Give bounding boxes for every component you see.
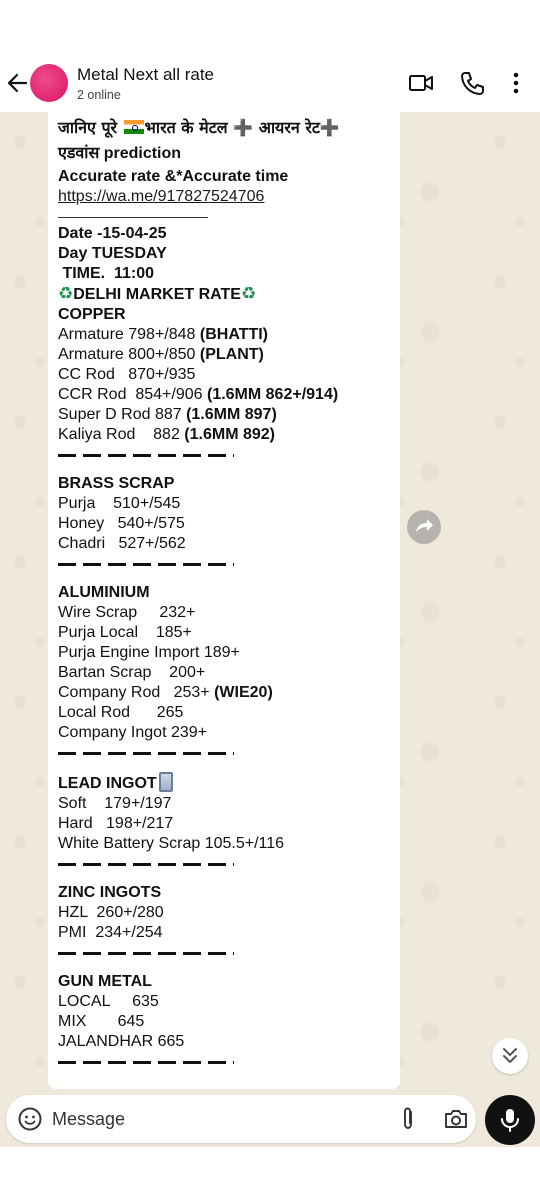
list-item <box>58 365 390 385</box>
back-arrow-icon[interactable] <box>6 71 28 95</box>
more-options-icon[interactable] <box>503 70 529 96</box>
double-chevron-down-icon <box>492 1038 528 1074</box>
list-item: HZL 260+/280 <box>58 904 164 921</box>
headline-part-2: भारत के मेटल ➕ आयरन रेट➕ <box>144 118 340 137</box>
online-status: 2 online <box>77 88 121 102</box>
battery-icon <box>159 772 173 792</box>
list-item: MIX 645 <box>58 1013 145 1030</box>
message-bubble[interactable] <box>48 112 400 1089</box>
dash-divider <box>58 1053 234 1073</box>
scroll-down-button[interactable] <box>492 1038 528 1074</box>
rate-note: (1.6MM 862+/914) <box>206 386 339 403</box>
rate-note: (WIE20) <box>214 684 273 701</box>
voice-call-icon[interactable] <box>459 70 485 96</box>
time-line: TIME. 11:00 <box>58 265 155 282</box>
camera-icon[interactable] <box>443 1107 469 1131</box>
list-item: Soft 179+/197 <box>58 795 172 812</box>
list-item <box>58 345 390 365</box>
rate-text: Company Ingot 239+ <box>58 724 207 741</box>
divider <box>58 217 208 218</box>
accuracy-line: Accurate rate &*Accurate time <box>58 168 289 185</box>
rate-text: Wire Scrap 232+ <box>58 604 196 621</box>
recycle-icon: ♻ <box>240 284 257 303</box>
list-item: JALANDHAR 665 <box>58 1033 185 1050</box>
section-heading-gun-metal: GUN METAL <box>58 973 152 990</box>
rate-text: CC Rod 870+/935 <box>58 366 196 383</box>
list-item <box>58 385 390 405</box>
rate-text: CCR Rod 854+/906 <box>58 386 207 403</box>
voice-message-button[interactable] <box>485 1095 535 1145</box>
prediction-line: एडवांस prediction <box>58 145 182 162</box>
list-item: Hard 198+/217 <box>58 815 174 832</box>
chat-area[interactable] <box>0 112 540 1147</box>
message-composer <box>6 1095 476 1143</box>
list-item: PMI 234+/254 <box>58 924 163 941</box>
rate-note: (1.6MM 897) <box>186 406 277 423</box>
list-item: Honey 540+/575 <box>58 515 185 532</box>
message-headline <box>58 118 390 138</box>
section-heading-lead <box>58 772 390 794</box>
rate-note: (BHATTI) <box>199 326 268 343</box>
list-item <box>58 405 390 425</box>
recycle-icon: ♻ <box>58 284 74 303</box>
list-item <box>58 643 390 663</box>
day-line: Day TUESDAY <box>58 245 167 262</box>
list-item: Purja 510+/545 <box>58 495 181 512</box>
rate-text: Bartan Scrap 200+ <box>58 664 206 681</box>
section-heading-copper: COPPER <box>58 306 126 323</box>
rate-text: Armature 798+/848 <box>58 326 200 343</box>
dash-divider <box>58 555 234 575</box>
market-title <box>58 284 390 305</box>
section-heading-zinc: ZINC INGOTS <box>58 884 162 901</box>
paperclip-icon[interactable] <box>396 1106 420 1132</box>
rate-text: Super D Rod 887 <box>58 406 187 423</box>
microphone-icon <box>485 1095 535 1145</box>
list-item: LOCAL 635 <box>58 993 159 1010</box>
rate-note: (PLANT) <box>199 346 264 363</box>
avatar[interactable] <box>30 64 68 102</box>
list-item <box>58 603 390 623</box>
list-item <box>58 683 390 703</box>
market-title-text: DELHI MARKET RATE <box>73 286 241 303</box>
video-call-icon[interactable] <box>408 70 434 96</box>
forward-arrow-icon <box>407 510 441 544</box>
list-item <box>58 425 390 445</box>
rate-text: Company Rod 253+ <box>58 684 215 701</box>
rate-text: Local Rod 265 <box>58 704 184 721</box>
sticker-emoji-icon[interactable] <box>17 1106 43 1132</box>
list-item: White Battery Scrap 105.5+/116 <box>58 835 285 852</box>
list-item <box>58 703 390 723</box>
chat-header <box>0 0 540 112</box>
list-item <box>58 663 390 683</box>
list-item: Chadri 527+/562 <box>58 535 186 552</box>
bottom-spacer <box>0 1147 540 1200</box>
dash-divider <box>58 744 234 764</box>
forward-button[interactable] <box>407 510 441 544</box>
section-heading-brass: BRASS SCRAP <box>58 475 175 492</box>
dash-divider <box>58 855 234 875</box>
chat-title[interactable]: Metal Next all rate <box>77 65 214 84</box>
rate-note: (1.6MM 892) <box>184 426 275 443</box>
message-input[interactable] <box>52 1105 372 1133</box>
section-heading-aluminium: ALUMINIUM <box>58 584 150 601</box>
dash-divider <box>58 944 234 964</box>
headline-part-1: जानिए पूरे <box>58 118 118 137</box>
lead-heading-text: LEAD INGOT <box>58 775 157 792</box>
rate-text: Purja Engine Import 189+ <box>58 644 240 661</box>
rate-text: Armature 800+/850 <box>58 346 200 363</box>
dash-divider <box>58 446 234 466</box>
list-item <box>58 325 390 345</box>
whatsapp-link[interactable]: https://wa.me/917827524706 <box>58 188 265 205</box>
india-flag-icon <box>124 120 144 134</box>
rate-text: Purja Local 185+ <box>58 624 192 641</box>
date-line: Date -15-04-25 <box>58 225 167 242</box>
list-item <box>58 623 390 643</box>
list-item <box>58 723 390 743</box>
rate-text: Kaliya Rod 882 <box>58 426 185 443</box>
